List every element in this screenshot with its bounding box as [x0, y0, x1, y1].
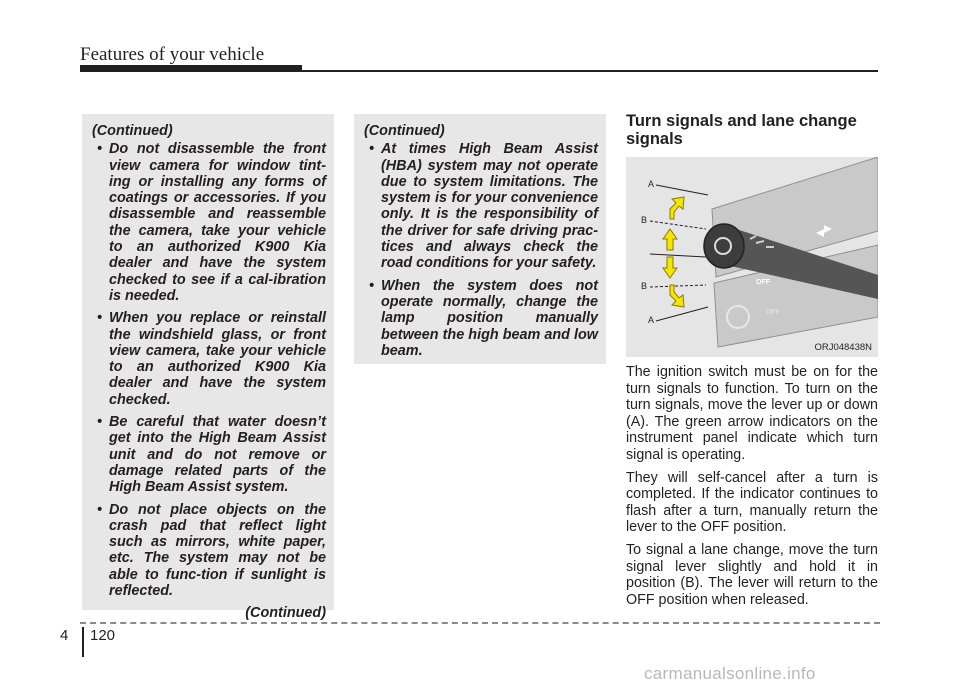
leader-line-b-top [650, 221, 706, 229]
lever-off-label: OFF [756, 279, 770, 286]
arrow-down-curved-icon [670, 285, 684, 307]
footer-tick [82, 627, 84, 657]
header-rule-thin [302, 70, 878, 72]
caution-item: • When you replace or reinstall the windshield glass, or front view camera, take your vehicle to an authorized K900 Kia dealer and have the system checked. [92, 310, 326, 408]
caution-list-left [92, 141, 326, 599]
body-paragraph: They will self-cancel after a turn is completed. If the indicator continues to flash after a turn, manually return the lever to the OFF position. [626, 469, 878, 536]
section-heading: Turn signals and lane change signals [626, 112, 857, 148]
arrow-up-curved-icon [670, 197, 684, 219]
section-number: 4 [60, 627, 69, 644]
lever-knob [704, 224, 744, 268]
caution-item: • Do not disassemble the front view camera for window tint-ing or installing any forms of coatings or accessories. If you disassemble and reassemble the camera, take your vehicle to an authorized K900 Kia dealer and have the system checked to see if a cal-ibration is needed. [92, 141, 326, 304]
header-rule-thick [80, 65, 302, 72]
footer-divider [80, 622, 880, 624]
page-number: 120 [90, 627, 116, 644]
caution-item: • At times High Beam Assist (HBA) system may not operate due to system limitations. The system is for your convenience only. It is the responsibility of the driver for safe driving prac-tices and always check the road conditions for your safety. [364, 141, 598, 271]
leader-line-a-top [656, 185, 708, 195]
caution-item: • When the system does not operate normally, change the lamp position manually between the high beam and low beam. [364, 278, 598, 359]
watermark: carmanualsonline.info [644, 664, 816, 683]
leader-line-a-bottom [656, 307, 708, 321]
caution-box-middle [354, 114, 606, 364]
leader-line-b-bottom [650, 285, 706, 287]
arrow-down-icon [663, 257, 677, 278]
label-b-bottom: B [641, 281, 648, 291]
panel-off-label: OFF [766, 309, 780, 316]
arrow-up-icon [663, 229, 677, 250]
caution-item: • Be careful that water doesn’t get into the High Beam Assist unit and do not remove or damage related parts of the High Beam Assist system. [92, 414, 326, 495]
label-a-bottom: A [648, 315, 655, 325]
continued-label-top: (Continued) [92, 123, 173, 139]
caution-box-left [82, 114, 334, 622]
caution-item: • Do not place objects on the crash pad that reflect light such as mirrors, white paper, etc. The system may not be able to func-tion if sunlight is reflected. [92, 502, 326, 600]
label-b-top: B [641, 215, 648, 225]
figure-code: ORJ048438N [814, 342, 872, 353]
body-paragraph: To signal a lane change, move the turn signal lever slightly and hold it in position (B). The lever will return to the OFF position when released. [626, 541, 878, 608]
section-body [626, 364, 878, 614]
page-header-title: Features of your vehicle [80, 44, 265, 65]
caution-list-middle [364, 141, 598, 359]
body-paragraph: The ignition switch must be on for the turn signals to function. To turn on the turn signals, move the lever up or down (A). The green arrow indicators on the instrument panel indicate which turn signal is operating. [626, 364, 878, 463]
continued-label-bottom: (Continued) [245, 605, 326, 622]
label-a-top: A [648, 179, 655, 189]
turn-signal-figure [626, 157, 878, 357]
turn-signal-lever-illustration [626, 157, 878, 357]
leader-line-mid [650, 254, 706, 257]
continued-label-top: (Continued) [364, 123, 445, 139]
